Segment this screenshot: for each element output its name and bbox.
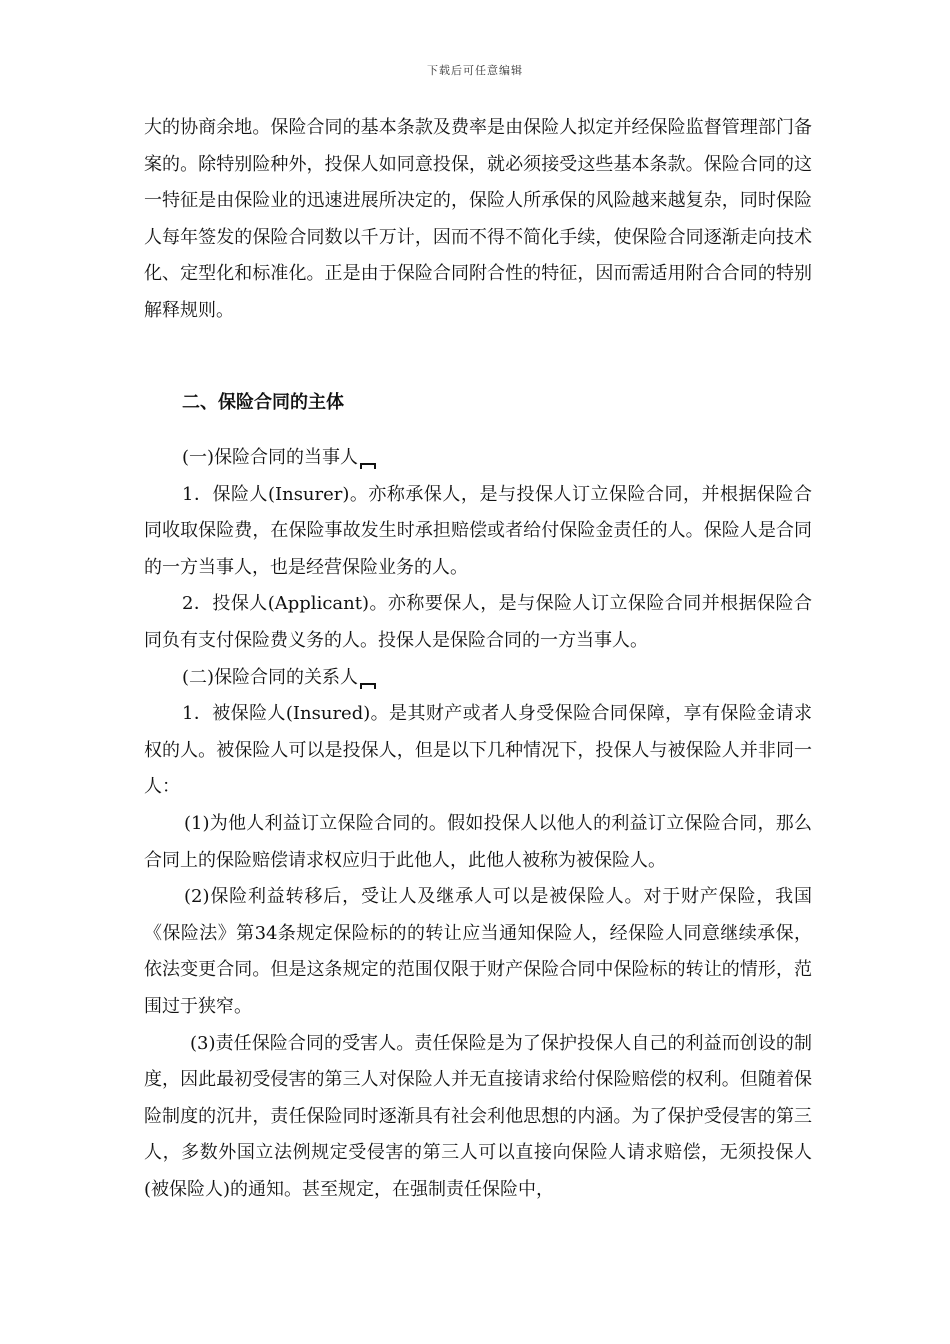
page-header: 下载后可任意编辑 — [427, 64, 523, 77]
paragraph-case-3: (3)责任保险合同的受害人。责任保险是为了保护投保人自己的利益而创设的制度，因此最初受侵害的第三人对保险人并无直接请求给付保险赔偿的权利。但随着保险制度的沉井，责任保险同时逐渐具有社会利他思想的内涵。为了保护受侵害的第三人，多数外国立法例规定受侵害的第三人可以直接向保险人请求赔偿，无须投保人(被保险人)的通知。甚至规定，在强制责任保险中， — [144, 1032, 812, 1200]
subheading-parties — [144, 440, 812, 477]
bracket-mark-icon — [360, 463, 376, 469]
paragraph-applicant: 2．投保人(Applicant)。亦称要保人，是与保险人订立保险合同并根据保险合同负有支付保险费义务的人。投保人是保险合同的一方当事人。 — [144, 593, 812, 651]
paragraph-insured: 1．被保险人(Insured)。是其财产或者人身受保险合同保障，享有保险金请求权的人。被保险人可以是投保人，但是以下几种情况下，投保人与被保险人并非同一人： — [144, 703, 812, 798]
subheading-parties-text: (一)保险合同的当事人 — [182, 447, 359, 468]
bracket-mark-icon — [360, 683, 376, 689]
subheading-related-parties — [144, 660, 812, 697]
section-heading: 二、保险合同的主体 — [182, 392, 344, 413]
paragraph-case-1: (1)为他人利益订立保险合同的。假如投保人以他人的利益订立保险合同，那么合同上的保险赔偿请求权应归于此他人，此他人被称为被保险人。 — [144, 812, 812, 871]
subheading-related-parties-text: (二)保险合同的关系人 — [182, 666, 359, 688]
paragraph-case-2: (2)保险利益转移后，受让人及继承人可以是被保险人。对于财产保险，我国《保险法》第34条规定保险标的的转让应当通知保险人，经保险人同意继续承保，依法变更合同。但是这条规定的范围仅限于财产保险合同中保险标的转让的情形，范围过于狭窄。 — [144, 886, 812, 1017]
paragraph-insurer: 1．保险人(Insurer)。亦称承保人，是与投保人订立保险合同，并根据保险合同收取保险费，在保险事故发生时承担赔偿或者给付保险金责任的人。保险人是合同的一方当事人，也是经营保险业务的人。 — [144, 483, 812, 578]
section-body — [144, 440, 812, 1208]
paragraph-adhesion: 大的协商余地。保险合同的基本条款及费率是由保险人拟定并经保险监督管理部门备案的。除特别险种外，投保人如同意投保，就必须接受这些基本条款。保险合同的这一特征是由保险业的迅速进展所决定的，保险人所承保的风险越来越复杂，同时保险人每年签发的保险合同数以千万计，因而不得不简化手续，使保险合同逐渐走向技术化、定型化和标准化。正是由于保险合同附合性的特征，因而需适用附合合同的特别解释规则。 — [144, 117, 812, 321]
